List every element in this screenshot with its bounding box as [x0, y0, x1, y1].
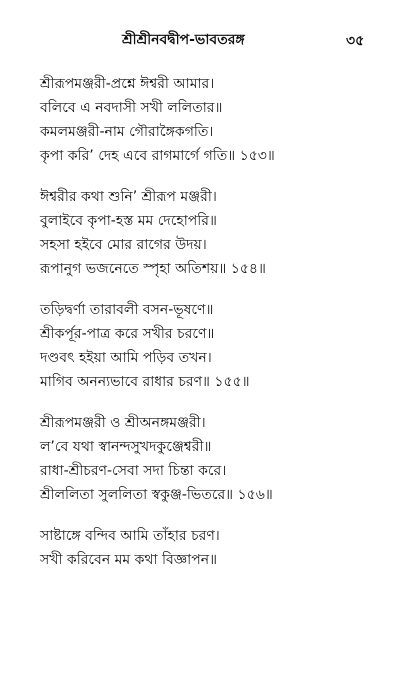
verse-line: বলিবে এ নবদাসী সখী ললিতার॥ — [40, 100, 223, 116]
verse-stanza-155 — [40, 298, 380, 394]
verse-line: তড়িদ্বর্ণা তারাবলী বসন-ভূষণে॥ — [40, 302, 214, 318]
verse-body — [40, 72, 380, 589]
verse-line: শ্রীরূপমঞ্জরী ও শ্রীঅনঙ্গমঞ্জরী। — [40, 415, 206, 431]
verse-stanza-154 — [40, 185, 380, 281]
verse-line: বুলাইবে কৃপা-হস্ত মম দেহোপরি॥ — [40, 213, 217, 229]
page-header — [0, 30, 411, 54]
verse-line: ল’বে যথা স্বানন্দসুখদকুঞ্জেশ্বরী॥ — [40, 439, 212, 455]
verse-line: সখী করিবেন মম কথা বিজ্ঞাপন॥ — [40, 552, 218, 568]
running-title: শ্রীশ্রীনবদ্বীপ-ভাবতরঙ্গ — [122, 32, 245, 48]
verse-line: রাধা-শ্রীচরণ-সেবা সদা চিন্তা করে। — [40, 463, 227, 479]
verse-line: শ্রীরূপমঞ্জরী-প্রশ্নে ঈশ্বরী আমার। — [40, 76, 215, 92]
verse-line: কমলমঞ্জরী-নাম গৌরাঙ্গৈকগতি। — [40, 124, 214, 140]
verse-line: দণ্ডবৎ হইয়া আমি পড়িব তখন। — [40, 350, 212, 366]
verse-line: সাষ্টাঙ্গে বন্দিব আমি তাঁহার চরণ। — [40, 528, 220, 544]
verse-line: কৃপা করি’ দেহ এবে রাগমার্গে গতি॥ ১৫৩॥ — [40, 148, 275, 164]
verse-line: ঈশ্বরীর কথা শুনি’ শ্রীরূপ মঞ্জরী। — [40, 189, 217, 205]
verse-line: মাগিব অনন্যভাবে রাধার চরণ॥ ১৫৫॥ — [40, 374, 250, 390]
verse-line: সহসা হইবে মোর রাগের উদয়। — [40, 237, 207, 253]
verse-stanza-153 — [40, 72, 380, 168]
page-number: ৩৫ — [346, 33, 365, 49]
verse-line: রূপানুগ ভজনেতে স্পৃহা অতিশয়॥ ১৫৪॥ — [40, 261, 266, 277]
verse-stanza-156 — [40, 411, 380, 507]
verse-line: শ্রীকর্পূর-পাত্র করে সখীর চরণে॥ — [40, 326, 215, 342]
verse-line: শ্রীললিতা সুললিতা স্বকুঞ্জ-ভিতরে॥ ১৫৬॥ — [40, 487, 273, 503]
verse-stanza-partial — [40, 524, 380, 572]
